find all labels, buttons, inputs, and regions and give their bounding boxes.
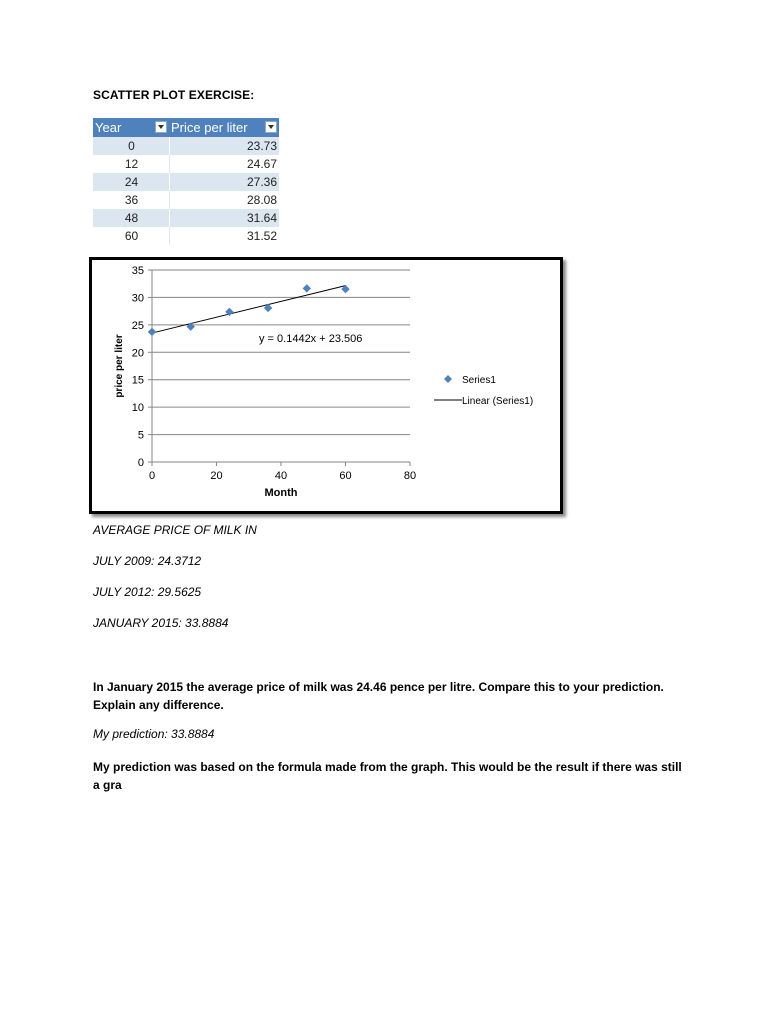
cell-price: 28.08: [246, 193, 277, 207]
chart-canvas: [92, 260, 560, 511]
table-row: [93, 173, 279, 191]
average-title: AVERAGE PRICE OF MILK IN: [93, 523, 257, 537]
y-axis-label: price per liter: [114, 334, 125, 398]
y-tick-label: 0: [137, 457, 144, 469]
column-header-year[interactable]: [93, 118, 169, 137]
x-tick-label: 0: [148, 470, 156, 482]
trendline: [152, 286, 346, 333]
answer-text: My prediction was based on the formula made from the graph. This would be the result if there was still a gra: [93, 760, 682, 792]
y-tick-label: 25: [131, 319, 144, 332]
data-point: [148, 328, 156, 336]
cell-year: 48: [93, 209, 169, 227]
scatter-chart[interactable]: [89, 257, 563, 514]
y-tick-label: 10: [131, 402, 144, 415]
column-header-price[interactable]: [169, 118, 279, 137]
filter-dropdown-icon[interactable]: [155, 121, 167, 133]
question-text: In January 2015 the average price of milk was 24.46 pence per litre. Compare this to your prediction. Explain any difference.: [93, 680, 664, 712]
x-tick-label: 60: [339, 470, 352, 482]
y-tick-label: 30: [131, 292, 144, 305]
x-tick-label: 80: [403, 470, 417, 482]
my-prediction: My prediction: 33.8884: [93, 727, 215, 741]
x-tick-label: 40: [274, 470, 288, 482]
average-january-2015: JANUARY 2015: 33.8884: [93, 616, 229, 630]
cell-price: 31.52: [246, 229, 277, 243]
table-row: [93, 227, 279, 245]
cell-year: 0: [93, 137, 169, 155]
data-point: [187, 322, 195, 330]
cell-year: 36: [93, 191, 169, 209]
cell-price: 31.64: [169, 209, 279, 227]
price-table: [93, 118, 279, 245]
y-tick-label: 15: [131, 374, 144, 387]
cell-price: 23.73: [169, 137, 279, 155]
column-header-label: Price per liter: [171, 120, 248, 135]
table-header-row: [93, 118, 279, 137]
table-row: [93, 155, 279, 173]
filter-dropdown-icon[interactable]: [265, 121, 277, 133]
column-header-label: Year: [95, 120, 122, 135]
table-row: [93, 191, 279, 209]
average-july-2009: JULY 2009: 24.3712: [93, 554, 202, 568]
cell-price: 24.67: [246, 157, 277, 171]
table-row: [93, 209, 279, 227]
trendline-equation: y = 0.1442x + 23.506: [259, 333, 363, 345]
table-row: [93, 137, 279, 155]
cell-price: 27.36: [169, 173, 279, 191]
y-tick-label: 35: [131, 265, 144, 277]
legend-series-label: Series1: [462, 375, 496, 386]
cell-year: 12: [93, 155, 169, 173]
page-heading: SCATTER PLOT EXERCISE:: [93, 88, 255, 102]
average-july-2012: JULY 2012: 29.5625: [93, 585, 202, 599]
y-tick-label: 20: [131, 347, 144, 360]
x-tick-label: 20: [210, 470, 223, 482]
cell-year: 60: [93, 227, 169, 245]
x-axis-label: Month: [264, 487, 298, 499]
cell-year: 24: [93, 173, 169, 191]
legend-trend-label: Linear (Series1): [462, 396, 534, 407]
legend-marker-icon: [444, 375, 452, 383]
data-point: [303, 284, 311, 292]
y-tick-label: 5: [137, 429, 144, 442]
